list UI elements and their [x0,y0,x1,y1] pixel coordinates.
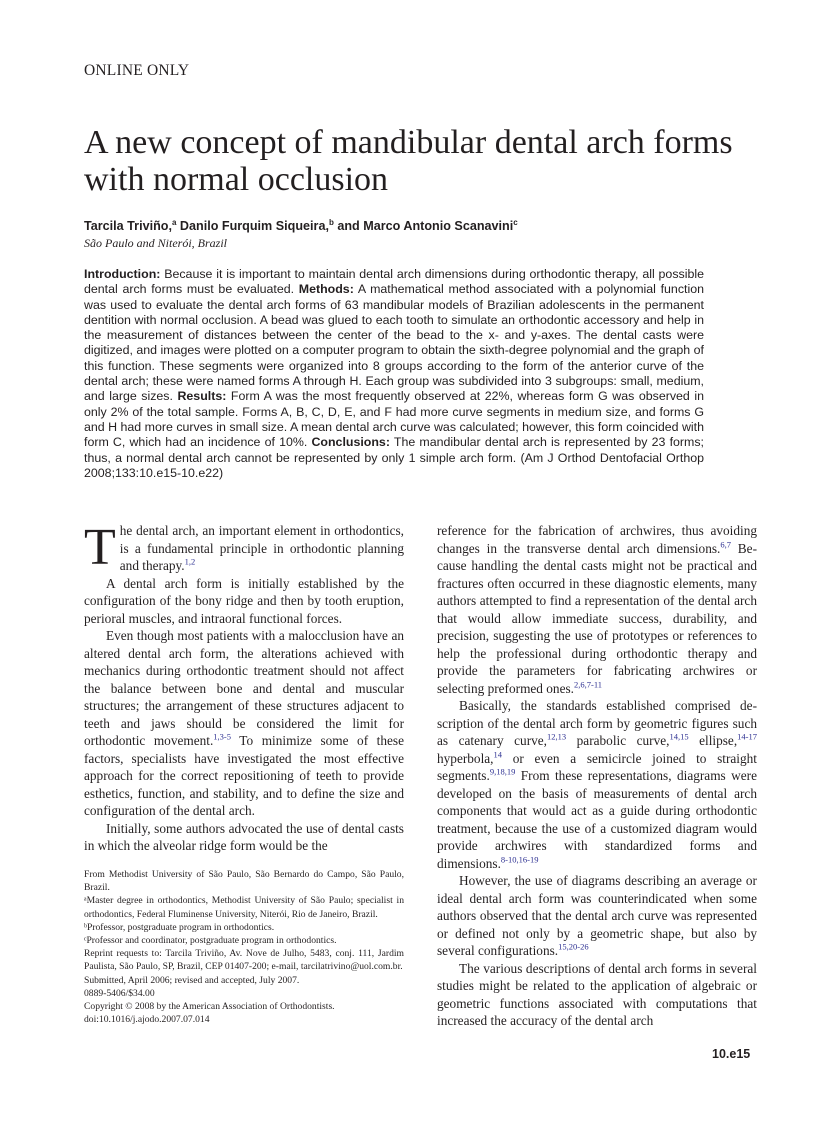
abstract-label: Conclusions: [311,435,390,450]
footnote-line: 0889-5406/$34.00 [84,987,155,999]
author-name: Danilo Furquim Siqueira, [176,219,329,233]
section-label: ONLINE ONLY [84,62,190,79]
body-text: However, the use of diagrams describing an average or ideal dental arch form was counterindicated when some authors observed that the dental arch curve was represented or defined not only by a geometric shape, but also by several configurations. [437,873,757,958]
footnote-line: Submitted, April 2006; revised and accepted, July 2007. [84,974,300,986]
abstract-text: Form A was the most frequently observed at 22%, whereas form G was observed in only 2% of the total sample. Forms A, B, C, D, E, and F had more curve segments in medium size, and forms G and H had more curves in small size. A mean dental arch curve was calculated; however, this form coincided with form C, which had an incidence of 10%. [84,389,704,450]
footnote-line: ᵇProfessor, postgraduate program in orthodontics. [84,921,275,933]
body-text: Initially, some authors advocated the use of dental casts in which the alveolar ridge form would be the [84,820,404,853]
body-paragraph [84,627,404,820]
reference-citation: 1,3-5 [213,731,232,742]
abstract-label: Introduction: [84,267,161,281]
abstract-label: Methods: [298,282,354,297]
footnote-line: ᵃMaster degree in orthodontics, Methodist University of São Paulo; specialist in orthodontics, Federal Fluminense University, Niterói, Rio de Janeiro, Brazil. [84,895,404,920]
body-paragraph [437,872,757,960]
author-name: Tarcila Triviño, [84,219,172,233]
reference-citation: 1,2 [184,556,196,567]
reference-citation: 2,6,7-11 [573,679,602,690]
body-text: or even a semicircle joined to straight segments. [437,750,757,783]
body-text: A dental arch form is initially established by the configuration of the bony ridge and then by tooth eruption, perioral muscles, and intraoral functional forces. [84,575,404,626]
abstract-text: Because it is important to maintain dental arch dimensions during orthodontic therapy, all possible dental arch forms must be evaluated. [84,267,704,297]
affiliation-location: São Paulo and Niterói, Brazil [84,236,228,250]
body-paragraph [437,522,757,697]
author-affiliation-mark: c [513,217,518,227]
body-text: ellipse, [688,733,738,748]
body-text: Basically, the standards established comprised description of the dental arch form by geometric figures such as catenary curve, [437,698,757,748]
reference-citation: 14,15 [669,731,689,742]
reference-citation: 12,13 [547,731,567,742]
reference-citation: 14-17 [737,731,758,742]
body-text: parabolic curve, [566,733,670,748]
footnotes [84,868,404,1026]
body-text: he dental arch, an important element in orthodontics, is a fundamental principle in orthodontic planning and therapy. [119,523,404,573]
body-text: hyperbola, [437,750,494,766]
body-text: The various descriptions of dental arch forms in several studies might be related to the application of algebraic or geometric functions associated with computations that increased the accuracy of the dental arch [437,960,757,1028]
body-column-right [437,522,757,1030]
footnote-line: ᶜProfessor and coordinator, postgraduate program in orthodontics. [84,935,337,947]
author-affiliation-mark: a [171,217,177,227]
reference-citation: 8-10,16-19 [500,854,539,865]
body-text: To minimize some of these factors, specialists have investigated the most effective approach for the correct repositioning of teeth to provide esthetics, function, and stability, and to define the size and configuration of the dental arch. [84,733,404,818]
drop-cap: T [84,519,116,576]
body-paragraph [84,575,404,628]
article-title: A new concept of mandibular dental arch forms with normal occlusion [84,124,733,198]
body-paragraph [84,820,404,855]
page-number: 10.e15 [712,1047,751,1061]
author-affiliation-mark: b [328,217,334,227]
reference-citation: 6,7 [720,539,731,550]
reference-citation: 14 [493,749,502,760]
abstract-label: Results: [177,389,227,404]
footnote-line: doi:10.1016/j.ajodo.2007.07.014 [84,1014,210,1026]
abstract-text: A mathematical method associated with a polynomial function was used to evaluate the dental arch forms of 63 mandibular models of Brazilian adolescents in the permanent dentition with normal occlusion. A bead was glued to each tooth to simulate an orthodontic accessory and help in the measurement of distances between the center of the bead to the x- and y-axes. The dental casts were digitized, and images were plotted on a computer program to obtain the sixth-degree polynomial and the graph of this function. These segments were organized into 8 groups according to the form of the anterior curve of the dental arch; these were named forms A through H. Each group was subdivided into 3 subgroups: small, medium, and large sizes. [84,282,704,404]
author-list [84,219,518,233]
abstract [84,267,704,481]
footnote-line: Reprint requests to: Tarcila Triviño, Av. Nove de Julho, 5483, conj. 111, Jardim Paulista, São Paulo, SP, Brazil, CEP 01407-200; e-mail, tarcilatrivino@uol.com.br. [84,948,404,973]
body-text: From these representations, diagrams were developed on the basis of measurements of dental arch components that would act as a guide during orthodontic treatment, because the use of a customized diagram would provide archwires with standardized forms and dimensions. [437,768,757,871]
body-paragraph [437,960,757,1030]
footnote-line: Copyright © 2008 by the American Association of Orthodontists. [84,1001,335,1013]
body-paragraph [437,697,757,872]
abstract-text: The mandibular dental arch is represented by 23 forms; thus, a normal dental arch cannot be represented by only 1 simple arch form. (Am J Orthod Dentofacial Orthop 2008;133:10.e15-10.e22) [84,435,704,480]
body-column-left [84,519,404,855]
body-text: Even though most patients with a malocclusion have an altered dental arch form, the alterations achieved with mechanics during orthodontic treatment should not affect the balance between bone and dental and muscular structures; the arrangement of these structures adjacent to teeth and jaws should be considered the limit for orthodontic movement. [84,628,404,748]
reference-citation: 9,18,19 [489,766,516,777]
footnote-line: From Methodist University of São Paulo, São Bernardo do Campo, São Paulo, Brazil. [84,869,404,894]
body-text: Because handling the dental casts might not be practical and fractures often occurred in these diagnostic elements, many authors attempted to find a representation of the dental arch that would allow immediate success, durability, and precision, suggesting the use of prototypes or references to help the professional during orthodontic therapy and provide the parameters for fabricating archwires or selecting preformed ones. [437,540,757,696]
author-name: and Marco Antonio Scanavini [333,219,514,233]
body-paragraph [84,519,404,576]
body-text: reference for the fabrication of archwires, thus avoiding changes in the transverse dental arch dimensions. [437,523,757,556]
reference-citation: 15,20-26 [558,941,589,952]
